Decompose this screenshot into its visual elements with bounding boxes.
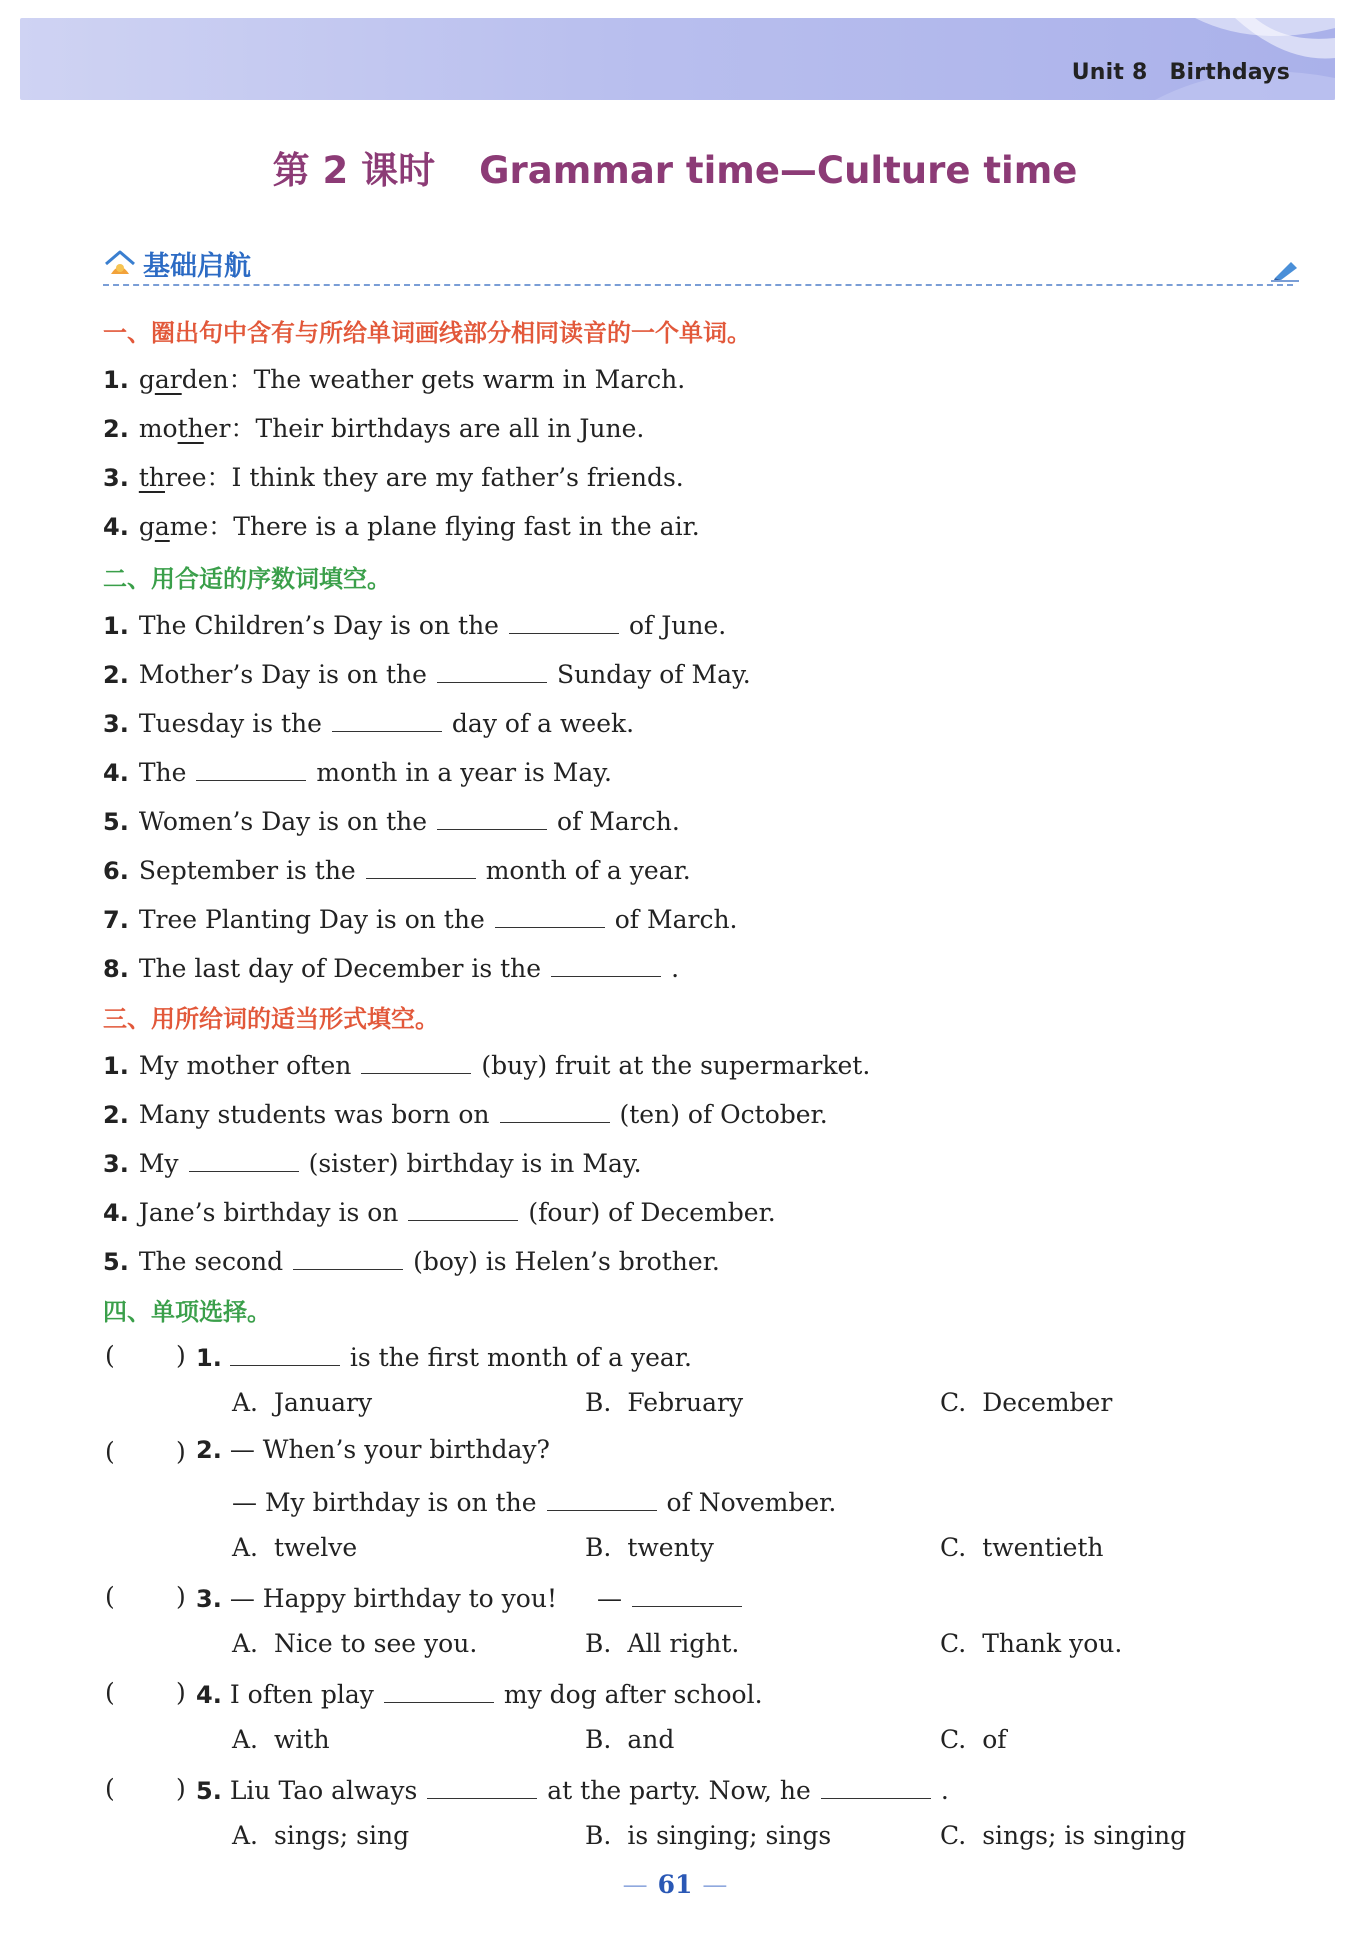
answer-blank[interactable] — [509, 607, 619, 634]
part2-heading: 二、用合适的序数词填空。 — [103, 565, 391, 593]
answer-paren-close: ) — [176, 1582, 186, 1611]
option-c[interactable]: C. sings; is singing — [940, 1821, 1187, 1850]
option-c[interactable]: C. of — [940, 1725, 1007, 1754]
list-item: 8. The last day of December is the . — [103, 950, 679, 986]
answer-blank[interactable] — [500, 1096, 610, 1123]
part1-heading: 一、圈出句中含有与所给单词画线部分相同读音的一个单词。 — [103, 319, 751, 347]
list-item: 2. mother：Their birthdays are all in June. — [103, 414, 645, 443]
option-c[interactable]: C. December — [940, 1388, 1113, 1417]
answer-blank[interactable] — [821, 1772, 931, 1799]
answer-blank[interactable] — [361, 1047, 471, 1074]
answer-blank[interactable] — [495, 901, 605, 928]
answer-paren-open: ( — [105, 1341, 115, 1370]
list-item: 4. game：There is a plane flying fast in the air. — [103, 512, 700, 541]
answer-blank[interactable] — [230, 1339, 340, 1366]
unit-label — [1072, 60, 1290, 85]
lesson-name: Grammar time—Culture time — [479, 149, 1078, 192]
list-item: 5. Women’s Day is on the of March. — [103, 803, 680, 839]
answer-blank[interactable] — [437, 656, 547, 683]
list-item: 1. The Children’s Day is on the of June. — [103, 607, 726, 643]
question-4: 4. I often play my dog after school. — [196, 1676, 763, 1709]
list-item: 4. Jane’s birthday is on (four) of December. — [103, 1194, 776, 1230]
answer-blank[interactable] — [632, 1580, 742, 1607]
header-band — [20, 18, 1335, 100]
unit-number: Unit 8 — [1071, 60, 1148, 85]
option-a[interactable]: A. twelve — [232, 1533, 358, 1562]
answer-blank[interactable] — [547, 1484, 657, 1511]
list-item: 3. Tuesday is the day of a week. — [103, 705, 634, 741]
answer-blank[interactable] — [427, 1772, 537, 1799]
answer-paren-close: ) — [176, 1437, 186, 1466]
question-2-response: — My birthday is on the of November. — [232, 1484, 836, 1517]
list-item: 6. September is the month of a year. — [103, 852, 691, 888]
option-b[interactable]: B. All right. — [585, 1629, 740, 1658]
answer-blank[interactable] — [366, 852, 476, 879]
page-number: — 61 — — [622, 1870, 728, 1899]
answer-paren-open: ( — [105, 1582, 115, 1611]
answer-paren-close: ) — [176, 1774, 186, 1803]
option-b[interactable]: B. is singing; sings — [585, 1821, 832, 1850]
answer-blank[interactable] — [384, 1676, 494, 1703]
option-a[interactable]: A. Nice to see you. — [232, 1629, 478, 1658]
list-item: 3. My (sister) birthday is in May. — [103, 1145, 642, 1181]
option-b[interactable]: B. and — [585, 1725, 675, 1754]
list-item: 7. Tree Planting Day is on the of March. — [103, 901, 738, 937]
answer-blank[interactable] — [332, 705, 442, 732]
option-a[interactable]: A. with — [232, 1725, 330, 1754]
answer-paren-open: ( — [105, 1774, 115, 1803]
answer-blank[interactable] — [551, 950, 661, 977]
part4-heading: 四、单项选择。 — [103, 1298, 271, 1326]
option-a[interactable]: A. sings; sing — [232, 1821, 410, 1850]
pen-icon — [1271, 258, 1301, 282]
option-b[interactable]: B. twenty — [585, 1533, 714, 1562]
part3-heading: 三、用所给词的适当形式填空。 — [103, 1005, 439, 1033]
option-b[interactable]: B. February — [585, 1388, 744, 1417]
answer-paren-open: ( — [105, 1437, 115, 1466]
answer-blank[interactable] — [408, 1194, 518, 1221]
lesson-label: 第 2 课时 — [272, 149, 436, 192]
answer-blank[interactable] — [196, 754, 306, 781]
question-1: 1. is the first month of a year. — [196, 1339, 692, 1372]
question-2: 2. — When’s your birthday? — [196, 1435, 550, 1464]
answer-blank[interactable] — [189, 1145, 299, 1172]
question-5: 5. Liu Tao always at the party. Now, he . — [196, 1772, 949, 1805]
answer-blank[interactable] — [437, 803, 547, 830]
answer-paren-open: ( — [105, 1678, 115, 1707]
option-c[interactable]: C. Thank you. — [940, 1629, 1123, 1658]
house-icon — [103, 248, 137, 278]
section-header — [103, 244, 1293, 286]
list-item: 2. Many students was born on (ten) of October. — [103, 1096, 828, 1132]
list-item: 1. garden：The weather gets warm in March. — [103, 365, 686, 394]
list-item: 5. The second (boy) is Helen’s brother. — [103, 1243, 720, 1279]
list-item: 4. The month in a year is May. — [103, 754, 612, 790]
section-label: 基础启航 — [143, 251, 251, 282]
list-item: 2. Mother’s Day is on the Sunday of May. — [103, 656, 751, 692]
unit-topic: Birthdays — [1169, 60, 1290, 85]
answer-blank[interactable] — [293, 1243, 403, 1270]
list-item: 1. My mother often (buy) fruit at the supermarket. — [103, 1047, 870, 1083]
list-item: 3. three：I think they are my father’s friends. — [103, 463, 684, 492]
answer-paren-close: ) — [176, 1341, 186, 1370]
header-swoosh-decoration — [1135, 18, 1335, 100]
option-a[interactable]: A. January — [232, 1388, 373, 1417]
question-3: 3. — Happy birthday to you! — — [196, 1580, 752, 1613]
option-c[interactable]: C. twentieth — [940, 1533, 1104, 1562]
answer-paren-close: ) — [176, 1678, 186, 1707]
lesson-title — [0, 140, 1350, 194]
